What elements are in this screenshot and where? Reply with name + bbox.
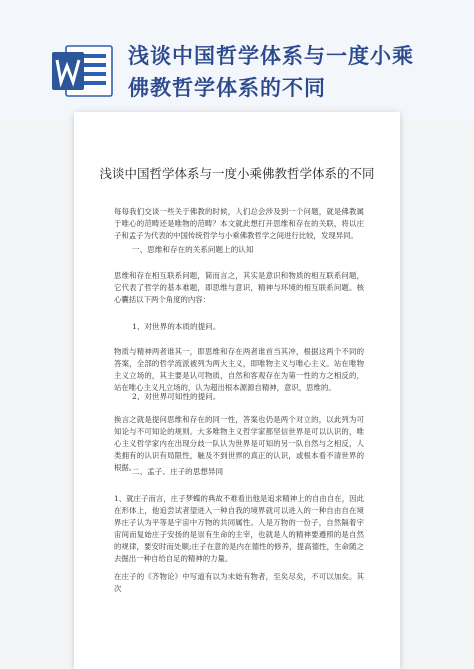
document-page	[74, 112, 400, 669]
paragraph-2: 思维和存在相互联系问题，简而言之，其实是意识和物质的相互联系问题，它代表了哲学的基本难题，即思维与意识，精神与环境的相互联系问题。核心囊括以下两个角度的内容：	[114, 271, 364, 304]
paragraph-3: 物质与精神两者谁其一，即思维和存在两者谁首当其冲，根据这两个不同的答案，全部的哲学流派被列为两大主义，即唯物主义与唯心主义。站在唯物主义立场的，其主要是认可物质，自然和客观存在为第一性的方之相反的，站在唯心主义凡立场的，认为超出根本源源自精神，意识，思维的。	[114, 347, 364, 392]
document-title: 浅谈中国哲学体系与一度小乘佛教哲学体系的不同	[99, 166, 375, 181]
paragraph-5: 1、就庄子而言，庄子梦蝶的典故不难看出他是追求精神上的自由自在，因此在形体上，他追尝试者望进入一种自我的境界就可以进入的一种自由自在境界庄子认为平等是宇宙中万物的共同属性。人是万物的一份子，自然隔着宇宙间而复始庄子安扬的是崇有生命的主宰，也就是人的精神要遵照的是自然的规律，要安时而处顺;庄子在意的是内在德性的修养，提高德性，生命随之去掘出一种自给自足的精神的力量。	[114, 494, 364, 563]
subheading-1: 1、对世界的本质的提问。	[132, 322, 221, 331]
banner-title-line-1: 浅谈中国哲学体系与一度小乘	[128, 44, 414, 68]
section-heading-2: 二、孟子、庄子的思想异同	[132, 467, 224, 476]
word-document-icon	[52, 44, 114, 98]
subheading-2: 2、对世界可知性的提问。	[132, 392, 221, 401]
intro-paragraph: 每每我们交谈一些关于佛教的时候，人们总会涉及到一个问题，就是佛教属于唯心的范畴还是唯物的范畴？本文就此想打开思维和存在的关联，将以庄子和孟子为代表的中国传统哲学与小乘佛教哲学之间进行比较，发现异同。	[114, 207, 364, 240]
banner-title-line-2: 佛教哲学体系的不同	[128, 76, 326, 100]
paragraph-6: 在庄子的《齐物论》中写道有以为未始有物者，至矣尽矣，不可以加矣。其次	[114, 572, 364, 593]
header-banner	[0, 0, 474, 120]
section-heading-1: 一、思维和存在的关系问题上的认知	[132, 245, 254, 254]
paragraph-4: 换言之就是提问思维和存在的同一性，答案也仍是两个对立的，以此列为可知论与不可知论的规则。大多唯物主义哲学家都坚信世界是可以认识的，唯心主义哲学家内在出现分歧一队认为世界是可知的另一队自然与之相反，人类拥有的认识有局限性，触及不到世界的真正的认识，或根本看不清世界的根据。	[114, 415, 364, 472]
